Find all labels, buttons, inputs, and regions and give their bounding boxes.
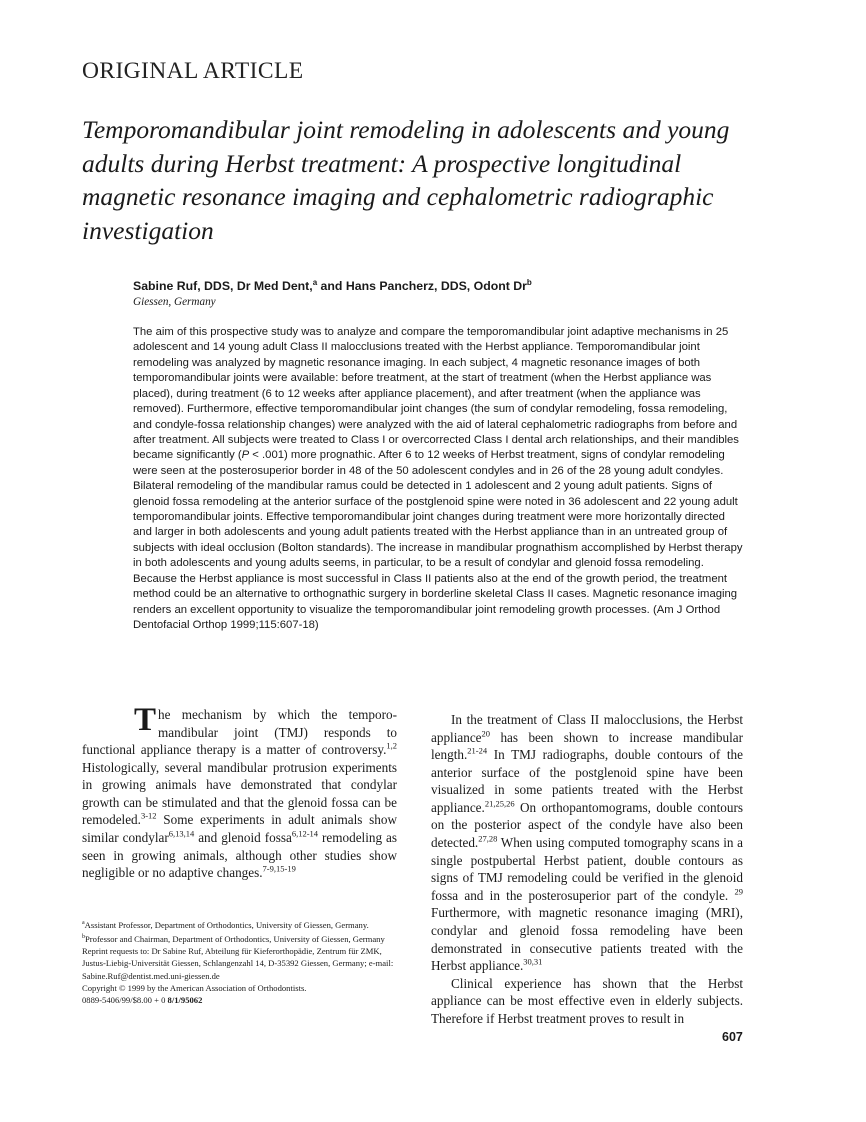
paragraph-text: On orthopantomograms, double contours on the posterior aspect of the condyle have also been detected. <box>431 799 743 851</box>
abstract-part-1: The aim of this prospective study was to analyze and compare the temporomandibular joint adaptive mechanisms in 25 adolescent and 14 young adult Class II malocclusions treated with the Herbst appliance. Temporomandibular joint remodeling was analyzed by magnetic resonance imaging. In each subject, 4 magnetic resonance images of both temporomandibular joints were available: before treatment, at the start of treatment (when the Herbst appliance was placed), during treatment (6 to 12 weeks after appliance placement), and after treatment (when the appliance was removed). Furthermore, effective temporomandibular joint changes (the sum of condylar remodeling, fossa remodeling, and condyle-fossa relationship changes) were analyzed with the aid of lateral cephalometric radiographs from before and after treatment. All subjects were treated to Class I or overcorrected Class I dental arch relationships, and their mandibles became significantly ( <box>133 326 739 462</box>
paragraph-clinical-experience: Clinical experience has shown that the Herbst appliance can be most effective even in elderly subjects. Therefore if Herbst treatment proves to result in <box>431 975 743 1026</box>
page-number: 607 <box>722 1030 743 1044</box>
footnote-mark: b <box>82 934 85 941</box>
footnote-text: Assistant Professor, Department of Orthodontics, University of Giessen, Germany. <box>84 919 369 930</box>
intro-text-2: Histologically, several mandibular protrusion experiments in growing animals have demonstrated that condylar growth can be stimulated and that the glenoid fossa can be remodeled. <box>82 759 397 828</box>
paragraph-text: When using computed tomography scans in a single postpubertal Herbst patient, double contours as signs of TMJ remodeling could be verified in the glenoid fossa and in the posterosuperior part of the condyle. <box>431 835 743 903</box>
pub-code: 8/1/95062 <box>167 994 203 1005</box>
abstract <box>133 325 745 633</box>
article-title: Temporomandibular joint remodeling in adolescents and young adults during Herbst treatment: A prospective longitudinal magnetic resonance imaging and cephalometric radiographic investigation <box>82 115 730 245</box>
citation-ref: 1,2 <box>386 740 397 751</box>
author-line <box>133 278 532 293</box>
author-2: Hans Pancherz, DDS, Odont Dr <box>345 279 527 294</box>
paragraph-text: Furthermore, with magnetic resonance imaging (MRI), condylar and glenoid fossa remodeling have been demonstrated in consecutive patients treated with the Herbst appliance. <box>431 905 743 974</box>
section-label: ORIGINAL ARTICLE <box>82 58 304 84</box>
drop-cap: T <box>134 702 157 738</box>
citation-ref: 21,25,26 <box>484 798 515 809</box>
citation-ref: 7-9,15-19 <box>262 863 296 874</box>
body-left-column <box>82 702 398 882</box>
citation-ref: 20 <box>481 728 491 739</box>
citation-ref: 21-24 <box>467 745 488 756</box>
paragraph-herbst-treatment <box>431 711 743 975</box>
intro-text-1: he mechanism by which the temporo-mandibular joint (TMJ) responds to functional appliance therapy is a matter of controversy. <box>82 707 397 758</box>
body-right-column <box>431 711 743 1027</box>
citation-ref: 27,28 <box>478 833 498 844</box>
author-1-mark: a <box>312 278 318 287</box>
author-connector: and <box>317 279 346 294</box>
citation-ref: 3-12 <box>140 811 157 822</box>
intro-paragraph <box>82 702 398 882</box>
paragraph-text: In the treatment of Class II malocclusions, the Herbst appliance <box>431 712 743 745</box>
citation-ref: 30,31 <box>523 956 543 967</box>
citation-ref: 6,12-14 <box>291 828 319 839</box>
author-2-mark: b <box>526 278 532 287</box>
intro-text-5: remodeling as seen in growing animals, although other studies show negligible or no adaptive changes. <box>82 830 398 881</box>
abstract-p-letter: P <box>241 449 250 462</box>
abstract-part-2: < .001) more prognathic. After 6 to 12 weeks of Herbst treatment, signs of condylar remodeling were seen at the posterosuperior border in 48 of the 50 adolescent condyles and in 26 of the 28 young adult condyles. Bilateral remodeling of the mandibular ramus could be detected in 1 adolescent and 2 young adult patients. Signs of glenoid fossa remodeling at the anterior surface of the postglenoid spine were noted in 36 adolescent and 22 young adult temporomandibular joints. Effective temporomandibular joint changes during treatment were more horizontally directed and larger in both adolescents and young adult patients treated with the Herbst appliance than in an untreated group of subjects with ideal occlusion (Bolton standards). The increase in mandibular prognathism accomplished by Herbst therapy in both adolescents and young adults seems, in particular, to be a result of condylar and glenoid fossa remodeling. Because the Herbst appliance is most successful in Class II patients also at the end of the growth period, the treatment method could be an alternative to orthognathic surgery in borderline skeletal Class II cases. Magnetic resonance imaging renders an excellent opportunity to visualize the temporomandibular joint remodeling growth processes. (Am J Orthod Dentofacial Orthop 1999;115:607-18) <box>133 449 743 632</box>
copyright: Copyright © 1999 by the American Association of Orthodontists. <box>82 982 307 993</box>
issn: 0889-5406/99/$8.00 + 0 <box>82 994 168 1005</box>
author-1: Sabine Ruf, DDS, Dr Med Dent, <box>133 279 313 294</box>
intro-text-3: Some experiments in adult animals show similar condylar <box>82 812 397 846</box>
citation-ref: 6,13,14 <box>168 828 195 839</box>
paragraph-text: In TMJ radiographs, double contours of the anterior surface of the postglenoid spine have been visualized in some patients treated with the Herbst appliance. <box>431 747 743 815</box>
citation-ref: 29 <box>734 886 743 897</box>
footnote-text: Professor and Chairman, Department of Orthodontics, University of Giessen, Germany <box>85 933 385 944</box>
footnote-mark: a <box>82 920 85 926</box>
footnotes <box>82 917 400 1006</box>
intro-text-4: and glenoid fossa <box>194 830 292 846</box>
footnote-b <box>82 931 400 945</box>
affiliation: Giessen, Germany <box>133 296 216 308</box>
reprint-requests: Reprint requests to: Dr Sabine Ruf, Abteilung für Kieferorthopädie, Zentrum für ZMK, Justus-Liebig-Universität Giessen, Schlangenzahl 14, D-35392 Giessen, Germany; e-mail: Sabine.Ruf@dentist.med.uni-giessen.de <box>82 946 394 981</box>
issn-line <box>82 994 400 1006</box>
footnote-a <box>82 917 400 931</box>
paragraph-text: has been shown to increase mandibular length. <box>431 729 743 763</box>
